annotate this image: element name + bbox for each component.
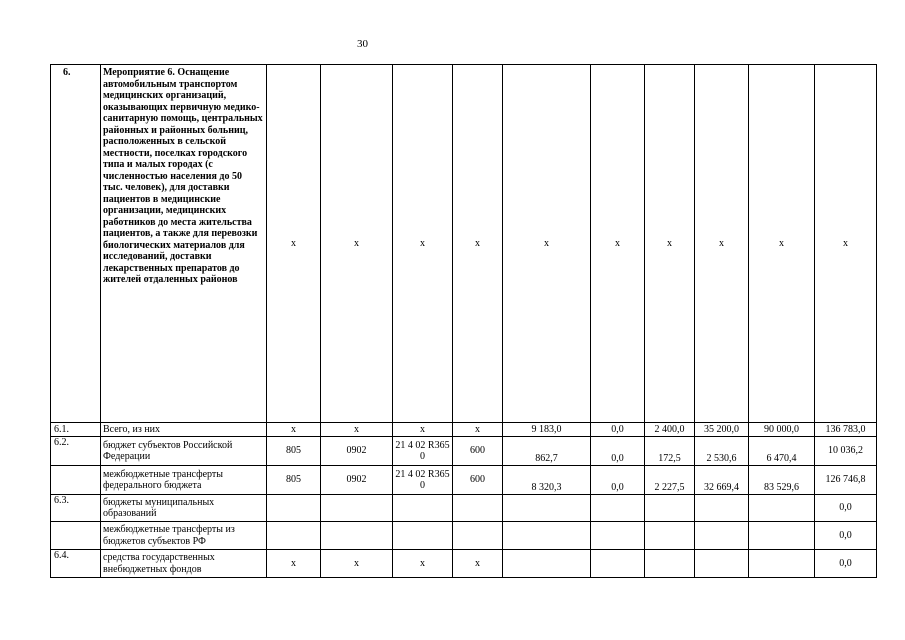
cell-c6: х (591, 65, 645, 423)
cell-c3: 21 4 02 R365 0 (393, 466, 453, 495)
row-name: средства государственных внебюджетных фондов (101, 550, 267, 578)
cell-c2: х (321, 423, 393, 437)
cell-c7: 2 400,0 (645, 423, 695, 437)
cell-c3: х (393, 423, 453, 437)
table-row (51, 423, 877, 437)
row-number: 6.3. (51, 495, 101, 522)
cell-c5: х (503, 65, 591, 423)
cell-c5 (503, 550, 591, 578)
cell-c9: 6 470,4 (749, 437, 815, 466)
cell-c6 (591, 495, 645, 522)
cell-c1: х (267, 550, 321, 578)
cell-c6 (591, 550, 645, 578)
cell-c5: 9 183,0 (503, 423, 591, 437)
cell-c7 (645, 550, 695, 578)
table-row (51, 65, 877, 423)
cell-c4: х (453, 65, 503, 423)
cell-c6 (591, 522, 645, 550)
cell-c8 (695, 522, 749, 550)
row-name: межбюджетные трансферты федерального бюджета (101, 466, 267, 495)
cell-c8 (695, 550, 749, 578)
cell-c1: х (267, 423, 321, 437)
budget-table (50, 64, 877, 578)
row-number (51, 522, 101, 550)
cell-c8: 2 530,6 (695, 437, 749, 466)
cell-c8: 35 200,0 (695, 423, 749, 437)
cell-c10: 0,0 (815, 495, 877, 522)
cell-c10: 0,0 (815, 522, 877, 550)
cell-c2: 0902 (321, 466, 393, 495)
cell-c2: 0902 (321, 437, 393, 466)
cell-c9: х (749, 65, 815, 423)
cell-c7 (645, 495, 695, 522)
cell-c10: 136 783,0 (815, 423, 877, 437)
cell-c4: х (453, 423, 503, 437)
cell-c4 (453, 522, 503, 550)
cell-c7 (645, 522, 695, 550)
cell-c4: 600 (453, 437, 503, 466)
cell-c9 (749, 550, 815, 578)
cell-c9 (749, 495, 815, 522)
cell-c5: 8 320,3 (503, 466, 591, 495)
cell-c3 (393, 495, 453, 522)
cell-c5: 862,7 (503, 437, 591, 466)
cell-c9 (749, 522, 815, 550)
cell-c10: 126 746,8 (815, 466, 877, 495)
cell-c7: 172,5 (645, 437, 695, 466)
cell-c4 (453, 495, 503, 522)
cell-c1 (267, 495, 321, 522)
row-number: 6.4. (51, 550, 101, 578)
cell-c9: 90 000,0 (749, 423, 815, 437)
cell-c2 (321, 495, 393, 522)
row-number (51, 466, 101, 495)
row-number: 6.2. (51, 437, 101, 466)
cell-c6: 0,0 (591, 466, 645, 495)
cell-c5 (503, 495, 591, 522)
cell-c2 (321, 522, 393, 550)
row-name: бюджеты муниципальных образований (101, 495, 267, 522)
row-name: бюджет субъектов Российской Федерации (101, 437, 267, 466)
row-number: 6.1. (51, 423, 101, 437)
table-row (51, 495, 877, 522)
cell-c1: 805 (267, 437, 321, 466)
cell-c7: 2 227,5 (645, 466, 695, 495)
table-row (51, 550, 877, 578)
cell-c6: 0,0 (591, 437, 645, 466)
cell-c6: 0,0 (591, 423, 645, 437)
cell-c2: х (321, 65, 393, 423)
row-name: межбюджетные трансферты из бюджетов субъектов РФ (101, 522, 267, 550)
cell-c2: х (321, 550, 393, 578)
cell-c8: 32 669,4 (695, 466, 749, 495)
cell-c9: 83 529,6 (749, 466, 815, 495)
cell-c3 (393, 522, 453, 550)
table-row (51, 437, 877, 466)
cell-c8: х (695, 65, 749, 423)
cell-c10: 0,0 (815, 550, 877, 578)
cell-c10: х (815, 65, 877, 423)
row-name: Мероприятие 6. Оснащение автомобильным транспортом медицинских организаций, оказывающих первичную медико-санитарную помощь, центральных районных и районных больниц, расположенных в сельской местности, поселках городского типа и малых городах (с численностью населения до 50 тыс. человек), для доставки пациентов в медицинские организации, медицинских работников до места жительства пациентов, а также для перевозки биологических материалов для исследований, доставки лекарственных препаратов до жителей отдаленных районов (101, 65, 267, 423)
cell-c3: х (393, 65, 453, 423)
cell-c10: 10 036,2 (815, 437, 877, 466)
cell-c4: х (453, 550, 503, 578)
cell-c4: 600 (453, 466, 503, 495)
table-row (51, 466, 877, 495)
cell-c7: х (645, 65, 695, 423)
cell-c5 (503, 522, 591, 550)
cell-c8 (695, 495, 749, 522)
cell-c1: х (267, 65, 321, 423)
cell-c1 (267, 522, 321, 550)
cell-c3: 21 4 02 R365 0 (393, 437, 453, 466)
page-number: 30 (357, 38, 368, 50)
row-name: Всего, из них (101, 423, 267, 437)
cell-c1: 805 (267, 466, 321, 495)
table-row (51, 522, 877, 550)
row-number: 6. (51, 65, 101, 423)
cell-c3: х (393, 550, 453, 578)
